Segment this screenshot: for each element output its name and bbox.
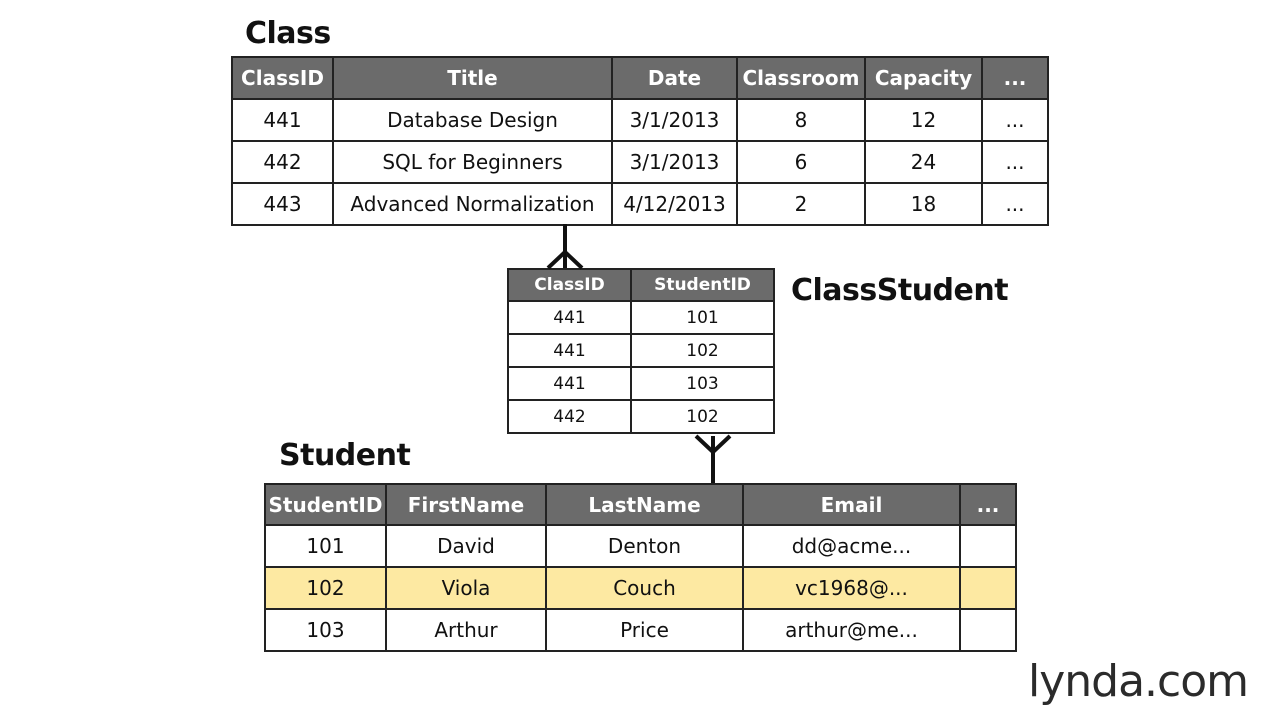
table-row xyxy=(508,301,774,334)
class-col-classid: ClassID xyxy=(232,57,333,99)
table-cell: Advanced Normalization xyxy=(333,183,612,225)
table-row xyxy=(508,367,774,400)
classstudent-col-classid: ClassID xyxy=(508,269,631,301)
table-cell: 102 xyxy=(631,400,774,433)
table-cell: ... xyxy=(982,141,1048,183)
table-cell xyxy=(960,525,1016,567)
table-row xyxy=(508,400,774,433)
table-cell: 18 xyxy=(865,183,982,225)
table-cell: arthur@me... xyxy=(743,609,960,651)
table-cell: dd@acme... xyxy=(743,525,960,567)
class-table-header-row xyxy=(232,57,1048,99)
table-cell: ... xyxy=(982,183,1048,225)
classstudent-table xyxy=(507,268,775,434)
table-row xyxy=(265,609,1016,651)
class-col-capacity: Capacity xyxy=(865,57,982,99)
classstudent-col-studentid: StudentID xyxy=(631,269,774,301)
student-col-lastname: LastName xyxy=(546,484,743,525)
classstudent-header-row xyxy=(508,269,774,301)
table-cell: 442 xyxy=(232,141,333,183)
student-to-classstudent-connector xyxy=(696,436,730,483)
table-cell: 103 xyxy=(265,609,386,651)
student-table xyxy=(264,483,1017,652)
class-col-more: ... xyxy=(982,57,1048,99)
table-cell: 443 xyxy=(232,183,333,225)
table-cell: 101 xyxy=(631,301,774,334)
highlighted-table-row xyxy=(265,567,1016,609)
table-row xyxy=(508,334,774,367)
table-cell: 102 xyxy=(631,334,774,367)
table-cell: 4/12/2013 xyxy=(612,183,737,225)
class-table-title: Class xyxy=(245,16,331,51)
table-cell: 103 xyxy=(631,367,774,400)
table-row xyxy=(232,99,1048,141)
table-cell: 101 xyxy=(265,525,386,567)
table-cell: Couch xyxy=(546,567,743,609)
table-cell: 2 xyxy=(737,183,865,225)
table-cell: Arthur xyxy=(386,609,546,651)
table-cell: 442 xyxy=(508,400,631,433)
table-cell: Price xyxy=(546,609,743,651)
table-cell: 3/1/2013 xyxy=(612,99,737,141)
table-cell: 12 xyxy=(865,99,982,141)
student-col-more: ... xyxy=(960,484,1016,525)
table-cell: 8 xyxy=(737,99,865,141)
class-to-classstudent-connector xyxy=(548,224,582,268)
student-col-studentid: StudentID xyxy=(265,484,386,525)
table-cell: 441 xyxy=(508,301,631,334)
table-cell: 441 xyxy=(232,99,333,141)
classstudent-table-title: ClassStudent xyxy=(791,273,1009,308)
table-cell: 441 xyxy=(508,367,631,400)
table-cell: Database Design xyxy=(333,99,612,141)
lynda-logo: lynda.com xyxy=(1028,656,1249,707)
student-header-row xyxy=(265,484,1016,525)
table-cell: 102 xyxy=(265,567,386,609)
table-cell: Denton xyxy=(546,525,743,567)
class-col-title: Title xyxy=(333,57,612,99)
table-cell: Viola xyxy=(386,567,546,609)
table-cell: 24 xyxy=(865,141,982,183)
student-table-title: Student xyxy=(279,438,411,473)
table-cell: 441 xyxy=(508,334,631,367)
class-col-classroom: Classroom xyxy=(737,57,865,99)
table-row xyxy=(232,183,1048,225)
table-cell: 3/1/2013 xyxy=(612,141,737,183)
table-cell xyxy=(960,609,1016,651)
class-table xyxy=(231,56,1049,226)
student-col-firstname: FirstName xyxy=(386,484,546,525)
table-cell: David xyxy=(386,525,546,567)
table-row xyxy=(265,525,1016,567)
table-cell: vc1968@... xyxy=(743,567,960,609)
table-cell xyxy=(960,567,1016,609)
table-cell: ... xyxy=(982,99,1048,141)
table-row xyxy=(232,141,1048,183)
class-col-date: Date xyxy=(612,57,737,99)
table-cell: 6 xyxy=(737,141,865,183)
student-col-email: Email xyxy=(743,484,960,525)
table-cell: SQL for Beginners xyxy=(333,141,612,183)
